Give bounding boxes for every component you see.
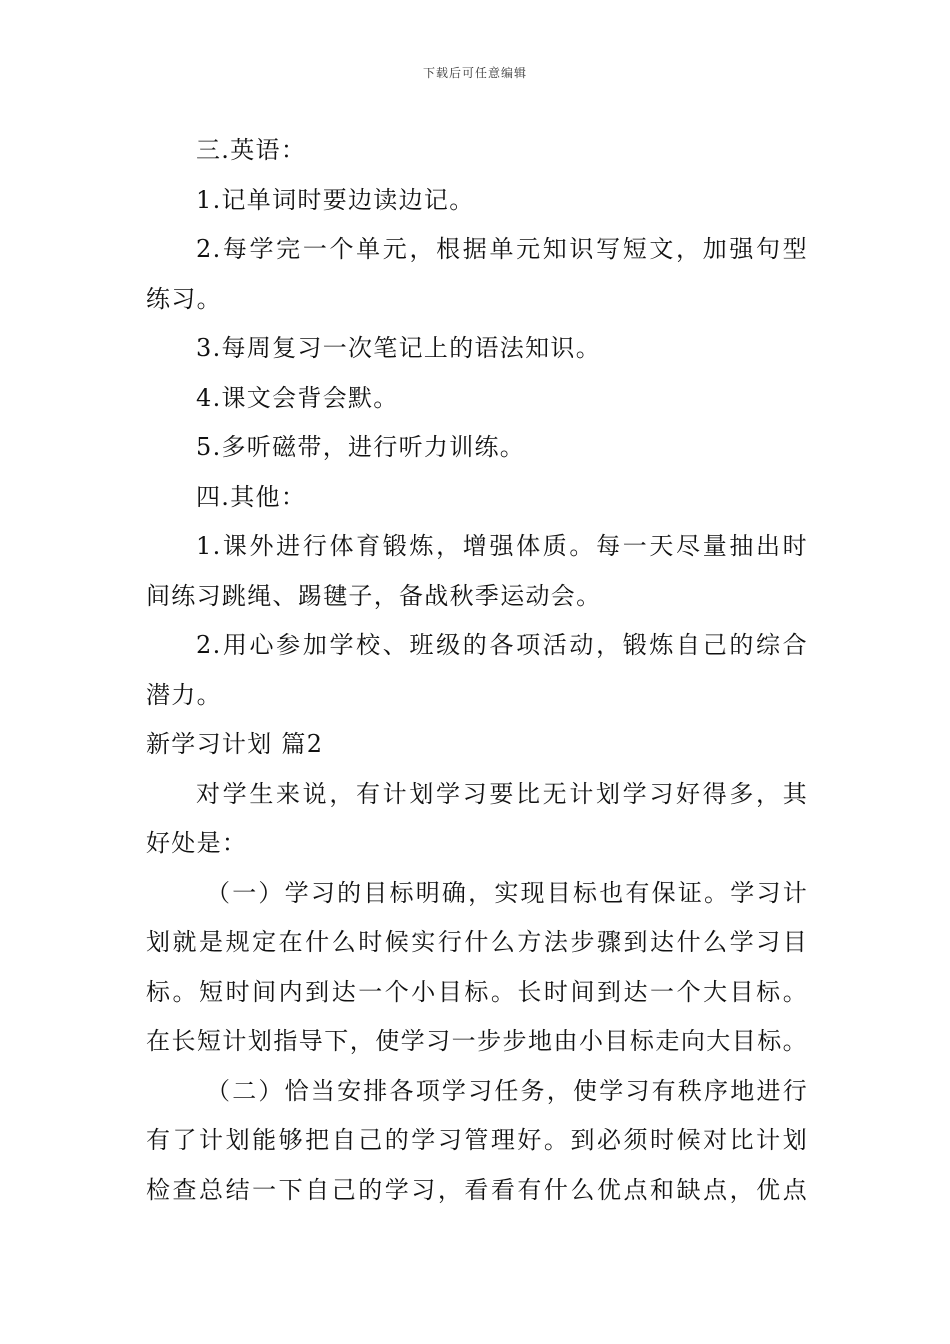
paragraph-line: 2.用心参加学校、班级的各项活动，锻炼自己的综合 [196, 631, 808, 659]
paragraph-line: 2.每学完一个单元，根据单元知识写短文，加强句型 [196, 235, 808, 263]
paragraph-line: 好处是： [146, 829, 248, 857]
paragraph-line: 4.课文会背会默。 [196, 383, 399, 412]
document-body [146, 126, 808, 1215]
paragraph-line: 间练习跳绳、踢毽子，备战秋季运动会。 [146, 581, 602, 610]
paragraph-line: （一）学习的目标明确，实现目标也有保证。学习计 [206, 878, 808, 907]
paragraph-line: 标。短时间内到达一个小目标。长时间到达一个大目标。 [146, 977, 808, 1006]
paragraph-line: 划就是规定在什么时候实行什么方法步骤到达什么学习目 [146, 928, 808, 956]
article-title: 新学习计划 篇2 [146, 730, 324, 758]
paragraph-line: （二）恰当安排各项学习任务，使学习有秩序地进行 [206, 1076, 808, 1105]
paragraph-line: 对学生来说，有计划学习要比无计划学习好得多，其 [196, 779, 808, 808]
section-heading-english: 三.英语： [196, 136, 307, 164]
page-header: 下载后可任意编辑 [422, 66, 527, 80]
paragraph-line: 1.记单词时要边读边记。 [196, 185, 475, 214]
paragraph-line: 在长短计划指导下，使学习一步步地由小目标走向大目标。 [146, 1027, 808, 1055]
paragraph-line: 3.每周复习一次笔记上的语法知识。 [196, 334, 601, 362]
paragraph-line: 5.多听磁带，进行听力训练。 [196, 433, 526, 461]
paragraph-line: 检查总结一下自己的学习，看看有什么优点和缺点，优点 [146, 1175, 808, 1204]
paragraph-line: 有了计划能够把自己的学习管理好。到必须时候对比计划 [146, 1126, 808, 1154]
paragraph-line: 练习。 [146, 284, 222, 313]
section-heading-other: 四.其他： [196, 482, 307, 511]
paragraph-line: 潜力。 [146, 680, 222, 709]
paragraph-line: 1.课外进行体育锻炼，增强体质。每一天尽量抽出时 [196, 532, 808, 560]
